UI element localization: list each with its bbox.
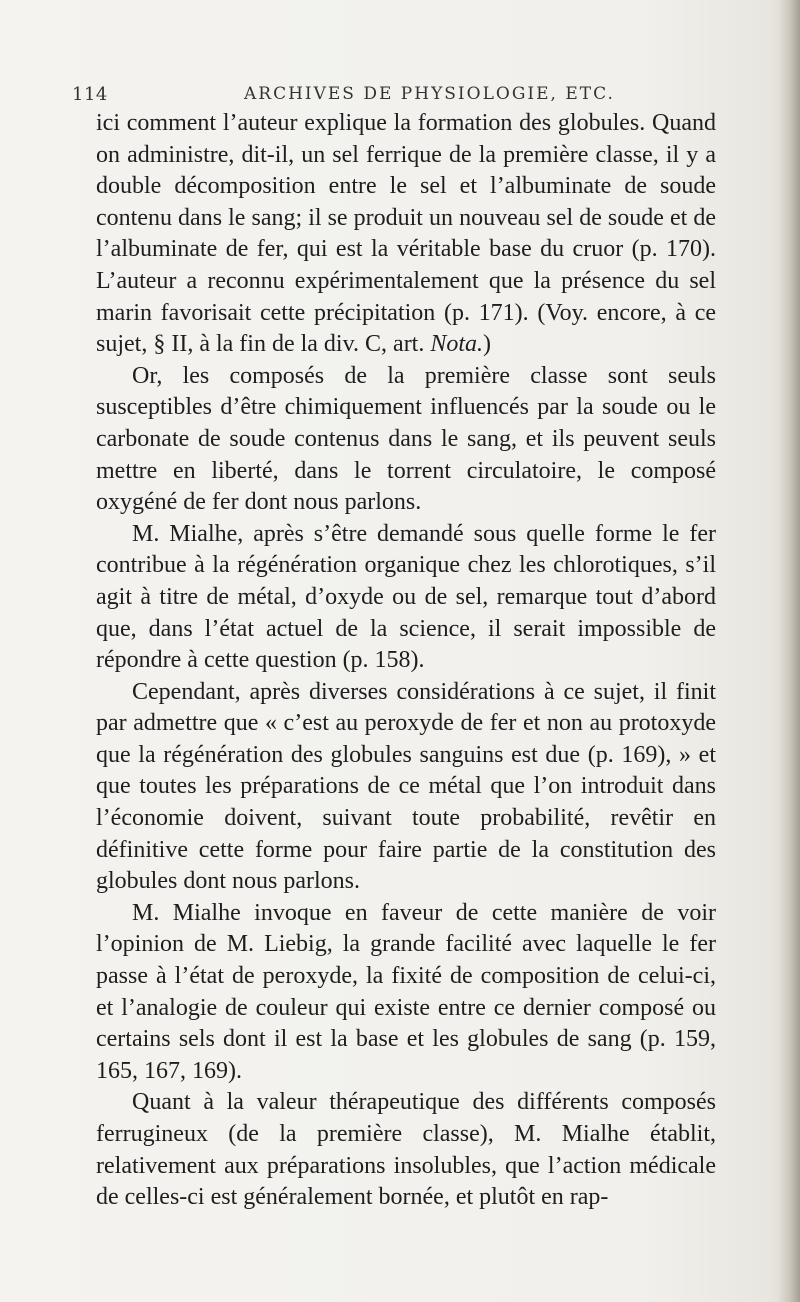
paragraph: M. Mialhe invoque en faveur de cette manière de voir l’opinion de M. Liebig, la grande facilité avec laquelle le fer passe à l’état de peroxyde, la fixité de composition de celui-ci, et l’analogie de couleur qui existe entre ce dernier composé ou certains sels dont il est la base et les globules de sang (p. 159, 165, 167, 169). — [96, 899, 716, 1084]
page-number: 114 — [72, 84, 108, 105]
running-title: ARCHIVES DE PHYSIOLOGIE, ETC. — [244, 84, 615, 104]
body-text — [96, 108, 716, 1214]
paragraph: M. Mialhe, après s’être demandé sous quelle forme le fer contribue à la régénération organique chez les chlorotiques, s’il agit à titre de métal, d’oxyde ou de sel, remarque tout d’abord que, dans l’état actuel de la science, il serait impossible de répondre à cette question (p. 158). — [96, 520, 716, 674]
running-header — [72, 84, 672, 110]
paragraph: Cependant, après diverses considérations à ce sujet, il finit par admettre que « c’est au peroxyde de fer et non au protoxyde que la régénération des globules sanguins est due (p. 169), » et que toutes les préparations de ce métal que l’on introduit dans l’économie doivent, suivant toute probabilité, revêtir en définitive cette forme pour faire partie de la constitution des globules dont nous parlons. — [96, 678, 716, 895]
paragraph: ici comment l’auteur explique la formation des globules. Quand on administre, dit-il, un sel ferrique de la première classe, il y a double décomposition entre le sel et l’albuminate de soude contenu dans le sang; il se produit un nouveau sel de soude et de l’albuminate de fer, qui est la véritable base du cruor (p. 170). L’auteur a reconnu expérimentalement que la présence du sel marin favorisait cette précipitation (p. 171). (Voy. encore, à ce sujet, § II, à la fin de la div. C, art. Nota.) — [96, 110, 716, 358]
italic-reference: Nota. — [430, 331, 484, 358]
paragraph: Quant à la valeur thérapeutique des différents composés ferrugineux (de la première classe), M. Mialhe établit, relativement aux préparations insolubles, que l’action médicale de celles-ci est généralement bornée, et plutôt en rap- — [96, 1089, 716, 1211]
paragraph: Or, les composés de la première classe sont seuls susceptibles d’être chimiquement influencés par la soude ou le carbonate de soude contenus dans le sang, et ils peuvent seuls mettre en liberté, dans le torrent circulatoire, le composé oxygéné de fer dont nous parlons. — [96, 362, 716, 516]
page-edge-shadow — [778, 0, 800, 1302]
